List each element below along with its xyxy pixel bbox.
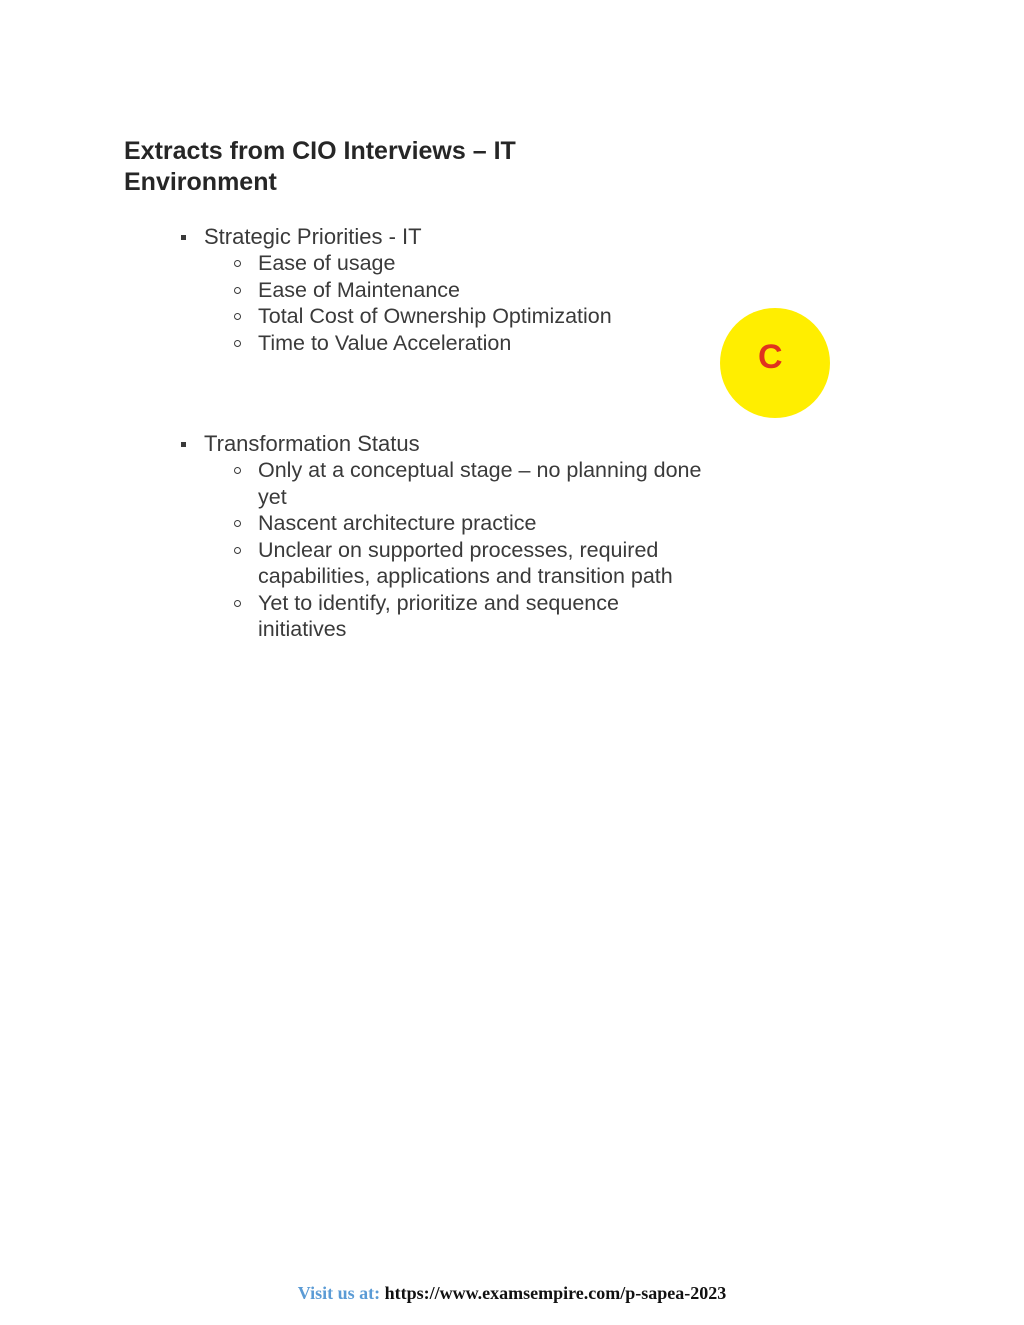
sub-list bbox=[178, 457, 738, 643]
bullet-square-icon bbox=[181, 442, 186, 447]
list-item bbox=[178, 330, 708, 357]
list-item-text: Unclear on supported processes, required capabilities, applications and transition path bbox=[258, 537, 673, 588]
list-item bbox=[178, 457, 708, 510]
footer bbox=[0, 1282, 1024, 1304]
bullet-circle-icon bbox=[234, 313, 241, 320]
list-item bbox=[178, 510, 708, 537]
bullet-circle-icon bbox=[234, 467, 241, 474]
bullet-circle-icon bbox=[234, 547, 241, 554]
badge-letter: C bbox=[758, 338, 783, 376]
slide-image bbox=[120, 118, 783, 702]
footer-link[interactable]: https://www.examsempire.com/p-sapea-2023 bbox=[384, 1283, 727, 1303]
section-heading bbox=[178, 430, 738, 457]
footer-label: Visit us at: bbox=[297, 1283, 381, 1303]
slide-title: Extracts from CIO Interviews – IT Environment bbox=[124, 137, 516, 196]
list-item-text: Ease of usage bbox=[258, 251, 396, 275]
bullet-square-icon bbox=[181, 235, 186, 240]
section-heading-text: Strategic Priorities - IT bbox=[204, 224, 422, 249]
bullet-circle-icon bbox=[234, 520, 241, 527]
sub-list bbox=[178, 250, 738, 356]
list-item bbox=[178, 537, 708, 590]
yellow-circle-badge bbox=[720, 308, 830, 418]
bullet-circle-icon bbox=[234, 340, 241, 347]
bullet-circle-icon bbox=[234, 287, 241, 294]
list-item-text: Nascent architecture practice bbox=[258, 511, 537, 535]
section-strategic-priorities bbox=[178, 223, 738, 356]
list-item-text: Time to Value Acceleration bbox=[258, 330, 512, 355]
bullet-circle-icon bbox=[234, 600, 241, 607]
list-item bbox=[178, 590, 708, 643]
list-item bbox=[178, 303, 708, 330]
list-item bbox=[178, 250, 708, 277]
list-item-text: Only at a conceptual stage – no planning done yet bbox=[258, 458, 702, 509]
list-item-text: Total Cost of Ownership Optimization bbox=[258, 304, 612, 328]
list-item-text: Yet to identify, prioritize and sequence initiatives bbox=[258, 590, 619, 641]
section-transformation-status bbox=[178, 430, 738, 643]
section-heading bbox=[178, 223, 738, 250]
list-item-text: Ease of Maintenance bbox=[258, 277, 460, 302]
bullet-circle-icon bbox=[234, 260, 241, 267]
list-item bbox=[178, 277, 708, 304]
section-heading-text: Transformation Status bbox=[204, 431, 420, 456]
